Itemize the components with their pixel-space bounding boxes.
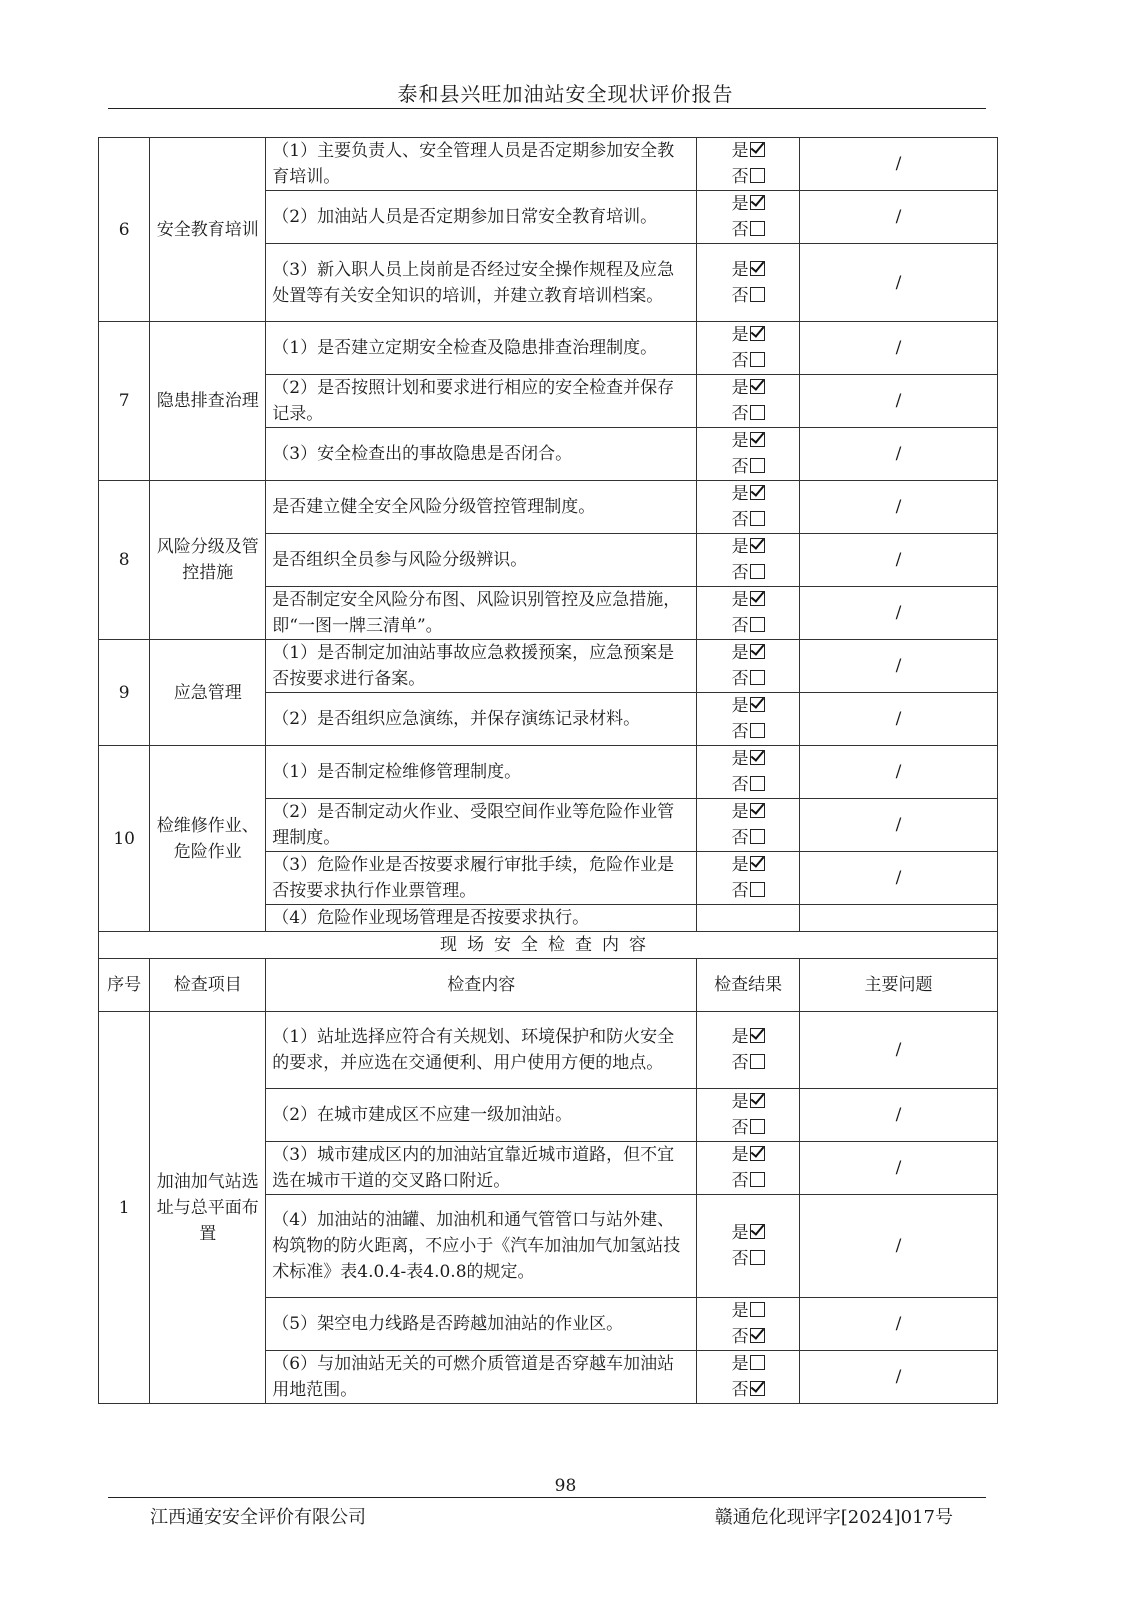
no-checkbox-icon bbox=[750, 1328, 765, 1343]
main-issue bbox=[799, 905, 997, 932]
yes-checkbox-icon bbox=[750, 142, 765, 157]
main-issue: / bbox=[799, 375, 997, 428]
yes-label: 是 bbox=[731, 1027, 749, 1047]
no-label: 否 bbox=[731, 351, 749, 371]
check-content: （2）是否按照计划和要求进行相应的安全检查并保存记录。 bbox=[266, 375, 697, 428]
check-result bbox=[697, 1298, 800, 1351]
section-banner: 现场安全检查内容 bbox=[99, 932, 998, 959]
section-number: 1 bbox=[99, 1012, 150, 1404]
section-item: 应急管理 bbox=[150, 640, 266, 746]
no-label: 否 bbox=[731, 404, 749, 424]
yes-checkbox-icon bbox=[750, 432, 765, 447]
main-issue: / bbox=[799, 587, 997, 640]
check-result bbox=[697, 1195, 800, 1298]
check-content: 是否建立健全安全风险分级管控管理制度。 bbox=[266, 481, 697, 534]
yes-checkbox-icon bbox=[750, 644, 765, 659]
check-content: （5）架空电力线路是否跨越加油站的作业区。 bbox=[266, 1298, 697, 1351]
yes-checkbox-icon bbox=[750, 591, 765, 606]
check-result bbox=[697, 375, 800, 428]
main-issue: / bbox=[799, 534, 997, 587]
no-checkbox-icon bbox=[750, 564, 765, 579]
main-issue: / bbox=[799, 138, 997, 191]
no-checkbox-icon bbox=[750, 352, 765, 367]
yes-label: 是 bbox=[731, 696, 749, 716]
check-result bbox=[697, 244, 800, 322]
no-label: 否 bbox=[731, 1327, 749, 1347]
no-label: 否 bbox=[731, 722, 749, 742]
table-row bbox=[99, 138, 998, 191]
check-content: （2）是否组织应急演练，并保存演练记录材料。 bbox=[266, 693, 697, 746]
check-content: 是否组织全员参与风险分级辨识。 bbox=[266, 534, 697, 587]
no-label: 否 bbox=[731, 220, 749, 240]
yes-checkbox-icon bbox=[750, 485, 765, 500]
main-issue: / bbox=[799, 640, 997, 693]
check-content: （3）新入职人员上岗前是否经过安全操作规程及应急处置等有关安全知识的培训，并建立教育培训档案。 bbox=[266, 244, 697, 322]
column-header-seq: 序号 bbox=[99, 959, 150, 1012]
yes-label: 是 bbox=[731, 537, 749, 557]
yes-checkbox-icon bbox=[750, 856, 765, 871]
section-item: 检维修作业、危险作业 bbox=[150, 746, 266, 932]
check-result bbox=[697, 587, 800, 640]
check-result bbox=[697, 852, 800, 905]
no-label: 否 bbox=[731, 1171, 749, 1191]
no-label: 否 bbox=[731, 510, 749, 530]
main-issue: / bbox=[799, 322, 997, 375]
check-result bbox=[697, 191, 800, 244]
no-checkbox-icon bbox=[750, 723, 765, 738]
check-content: （1）主要负责人、安全管理人员是否定期参加安全教育培训。 bbox=[266, 138, 697, 191]
no-checkbox-icon bbox=[750, 1054, 765, 1069]
check-result bbox=[697, 1012, 800, 1089]
no-label: 否 bbox=[731, 616, 749, 636]
yes-checkbox-icon bbox=[750, 1302, 765, 1317]
yes-label: 是 bbox=[731, 1092, 749, 1112]
check-content: （1）是否制定加油站事故应急救援预案，应急预案是否按要求进行备案。 bbox=[266, 640, 697, 693]
check-result bbox=[697, 693, 800, 746]
no-checkbox-icon bbox=[750, 405, 765, 420]
section-item: 安全教育培训 bbox=[150, 138, 266, 322]
check-content: （1）站址选择应符合有关规划、环境保护和防火安全的要求，并应选在交通便利、用户使用方便的地点。 bbox=[266, 1012, 697, 1089]
section-number: 7 bbox=[99, 322, 150, 481]
no-checkbox-icon bbox=[750, 168, 765, 183]
check-result bbox=[697, 799, 800, 852]
check-content: （3）城市建成区内的加油站宜靠近城市道路，但不宜选在城市干道的交叉路口附近。 bbox=[266, 1142, 697, 1195]
section-number: 6 bbox=[99, 138, 150, 322]
main-issue: / bbox=[799, 799, 997, 852]
no-label: 否 bbox=[731, 563, 749, 583]
section-number: 9 bbox=[99, 640, 150, 746]
column-header-issue: 主要问题 bbox=[799, 959, 997, 1012]
yes-label: 是 bbox=[731, 802, 749, 822]
check-content: （6）与加油站无关的可燃介质管道是否穿越车加油站用地范围。 bbox=[266, 1351, 697, 1404]
no-checkbox-icon bbox=[750, 882, 765, 897]
main-issue: / bbox=[799, 1089, 997, 1142]
table-header-row bbox=[99, 959, 998, 1012]
table-row bbox=[99, 322, 998, 375]
yes-checkbox-icon bbox=[750, 750, 765, 765]
column-header-content: 检查内容 bbox=[266, 959, 697, 1012]
check-content: （1）是否建立定期安全检查及隐患排查治理制度。 bbox=[266, 322, 697, 375]
check-content: 是否制定安全风险分布图、风险识别管控及应急措施，即“一图一牌三清单”。 bbox=[266, 587, 697, 640]
no-checkbox-icon bbox=[750, 287, 765, 302]
no-label: 否 bbox=[731, 285, 749, 306]
check-result bbox=[697, 428, 800, 481]
no-checkbox-icon bbox=[750, 1381, 765, 1396]
yes-label: 是 bbox=[731, 590, 749, 610]
check-result bbox=[697, 905, 800, 932]
yes-label: 是 bbox=[731, 749, 749, 769]
column-header-result: 检查结果 bbox=[697, 959, 800, 1012]
yes-label: 是 bbox=[731, 643, 749, 663]
table-row bbox=[99, 1012, 998, 1089]
document-number: 赣通危化现评字[2024]017号 bbox=[714, 1507, 953, 1528]
yes-checkbox-icon bbox=[750, 1146, 765, 1161]
no-label: 否 bbox=[731, 167, 749, 187]
no-checkbox-icon bbox=[750, 829, 765, 844]
main-issue: / bbox=[799, 693, 997, 746]
no-label: 否 bbox=[731, 881, 749, 901]
check-result bbox=[697, 1089, 800, 1142]
main-issue: / bbox=[799, 1142, 997, 1195]
yes-checkbox-icon bbox=[750, 697, 765, 712]
yes-label: 是 bbox=[731, 194, 749, 214]
yes-checkbox-icon bbox=[750, 379, 765, 394]
check-result bbox=[697, 481, 800, 534]
report-title: 泰和县兴旺加油站安全现状评价报告 bbox=[397, 82, 734, 106]
table-row bbox=[99, 932, 998, 959]
yes-checkbox-icon bbox=[750, 1093, 765, 1108]
no-label: 否 bbox=[731, 775, 749, 795]
inspection-table-body bbox=[99, 138, 998, 1404]
no-label: 否 bbox=[731, 669, 749, 689]
no-checkbox-icon bbox=[750, 1250, 765, 1265]
check-content: （2）是否制定动火作业、受限空间作业等危险作业管理制度。 bbox=[266, 799, 697, 852]
section-number: 10 bbox=[99, 746, 150, 932]
main-issue: / bbox=[799, 1012, 997, 1089]
yes-checkbox-icon bbox=[750, 261, 765, 276]
check-content: （3）安全检查出的事故隐患是否闭合。 bbox=[266, 428, 697, 481]
table-row bbox=[99, 746, 998, 799]
yes-label: 是 bbox=[731, 1223, 749, 1243]
yes-checkbox-icon bbox=[750, 803, 765, 818]
check-result bbox=[697, 322, 800, 375]
main-issue: / bbox=[799, 428, 997, 481]
main-issue: / bbox=[799, 746, 997, 799]
no-label: 否 bbox=[731, 1053, 749, 1073]
header-rule bbox=[108, 108, 986, 109]
yes-label: 是 bbox=[731, 141, 749, 161]
no-checkbox-icon bbox=[750, 1172, 765, 1187]
main-issue: / bbox=[799, 244, 997, 322]
main-issue: / bbox=[799, 191, 997, 244]
no-checkbox-icon bbox=[750, 670, 765, 685]
yes-label: 是 bbox=[731, 855, 749, 875]
yes-checkbox-icon bbox=[750, 326, 765, 341]
company-name: 江西通安安全评价有限公司 bbox=[150, 1507, 366, 1528]
section-number: 8 bbox=[99, 481, 150, 640]
check-result bbox=[697, 1142, 800, 1195]
table-row bbox=[99, 640, 998, 693]
section-item: 风险分级及管控措施 bbox=[150, 481, 266, 640]
yes-label: 是 bbox=[731, 1354, 749, 1374]
no-label: 否 bbox=[731, 457, 749, 477]
check-result bbox=[697, 640, 800, 693]
section-item: 加油加气站选址与总平面布置 bbox=[150, 1012, 266, 1404]
check-result bbox=[697, 534, 800, 587]
page-number: 98 bbox=[554, 1476, 577, 1496]
no-label: 否 bbox=[731, 828, 749, 848]
main-issue: / bbox=[799, 1351, 997, 1404]
check-result bbox=[697, 138, 800, 191]
yes-label: 是 bbox=[731, 378, 749, 398]
section-item: 隐患排查治理 bbox=[150, 322, 266, 481]
no-checkbox-icon bbox=[750, 511, 765, 526]
yes-label: 是 bbox=[731, 1145, 749, 1165]
no-label: 否 bbox=[731, 1249, 749, 1269]
inspection-table bbox=[98, 137, 998, 1404]
yes-label: 是 bbox=[731, 1301, 749, 1321]
main-issue: / bbox=[799, 1298, 997, 1351]
yes-checkbox-icon bbox=[750, 1355, 765, 1370]
check-content: （3）危险作业是否按要求履行审批手续，危险作业是否按要求执行作业票管理。 bbox=[266, 852, 697, 905]
yes-checkbox-icon bbox=[750, 1028, 765, 1043]
no-checkbox-icon bbox=[750, 776, 765, 791]
no-checkbox-icon bbox=[750, 617, 765, 632]
check-result bbox=[697, 746, 800, 799]
main-issue: / bbox=[799, 481, 997, 534]
yes-label: 是 bbox=[731, 325, 749, 345]
column-header-item: 检查项目 bbox=[150, 959, 266, 1012]
no-checkbox-icon bbox=[750, 458, 765, 473]
yes-checkbox-icon bbox=[750, 195, 765, 210]
yes-checkbox-icon bbox=[750, 538, 765, 553]
yes-label: 是 bbox=[731, 431, 749, 451]
check-content: （2）在城市建成区不应建一级加油站。 bbox=[266, 1089, 697, 1142]
no-label: 否 bbox=[731, 1118, 749, 1138]
yes-label: 是 bbox=[731, 259, 749, 280]
check-result bbox=[697, 1351, 800, 1404]
no-checkbox-icon bbox=[750, 1119, 765, 1134]
table-row bbox=[99, 481, 998, 534]
check-content: （1）是否制定检维修管理制度。 bbox=[266, 746, 697, 799]
check-content: （4）危险作业现场管理是否按要求执行。 bbox=[266, 905, 697, 932]
yes-label: 是 bbox=[731, 484, 749, 504]
main-issue: / bbox=[799, 852, 997, 905]
check-content: （4）加油站的油罐、加油机和通气管管口与站外建、构筑物的防火距离，不应小于《汽车加油加气加氢站技术标准》表4.0.4-表4.0.8的规定。 bbox=[266, 1195, 697, 1298]
no-label: 否 bbox=[731, 1380, 749, 1400]
no-checkbox-icon bbox=[750, 221, 765, 236]
yes-checkbox-icon bbox=[750, 1224, 765, 1239]
footer-rule bbox=[108, 1497, 986, 1498]
check-content: （2）加油站人员是否定期参加日常安全教育培训。 bbox=[266, 191, 697, 244]
main-issue: / bbox=[799, 1195, 997, 1298]
